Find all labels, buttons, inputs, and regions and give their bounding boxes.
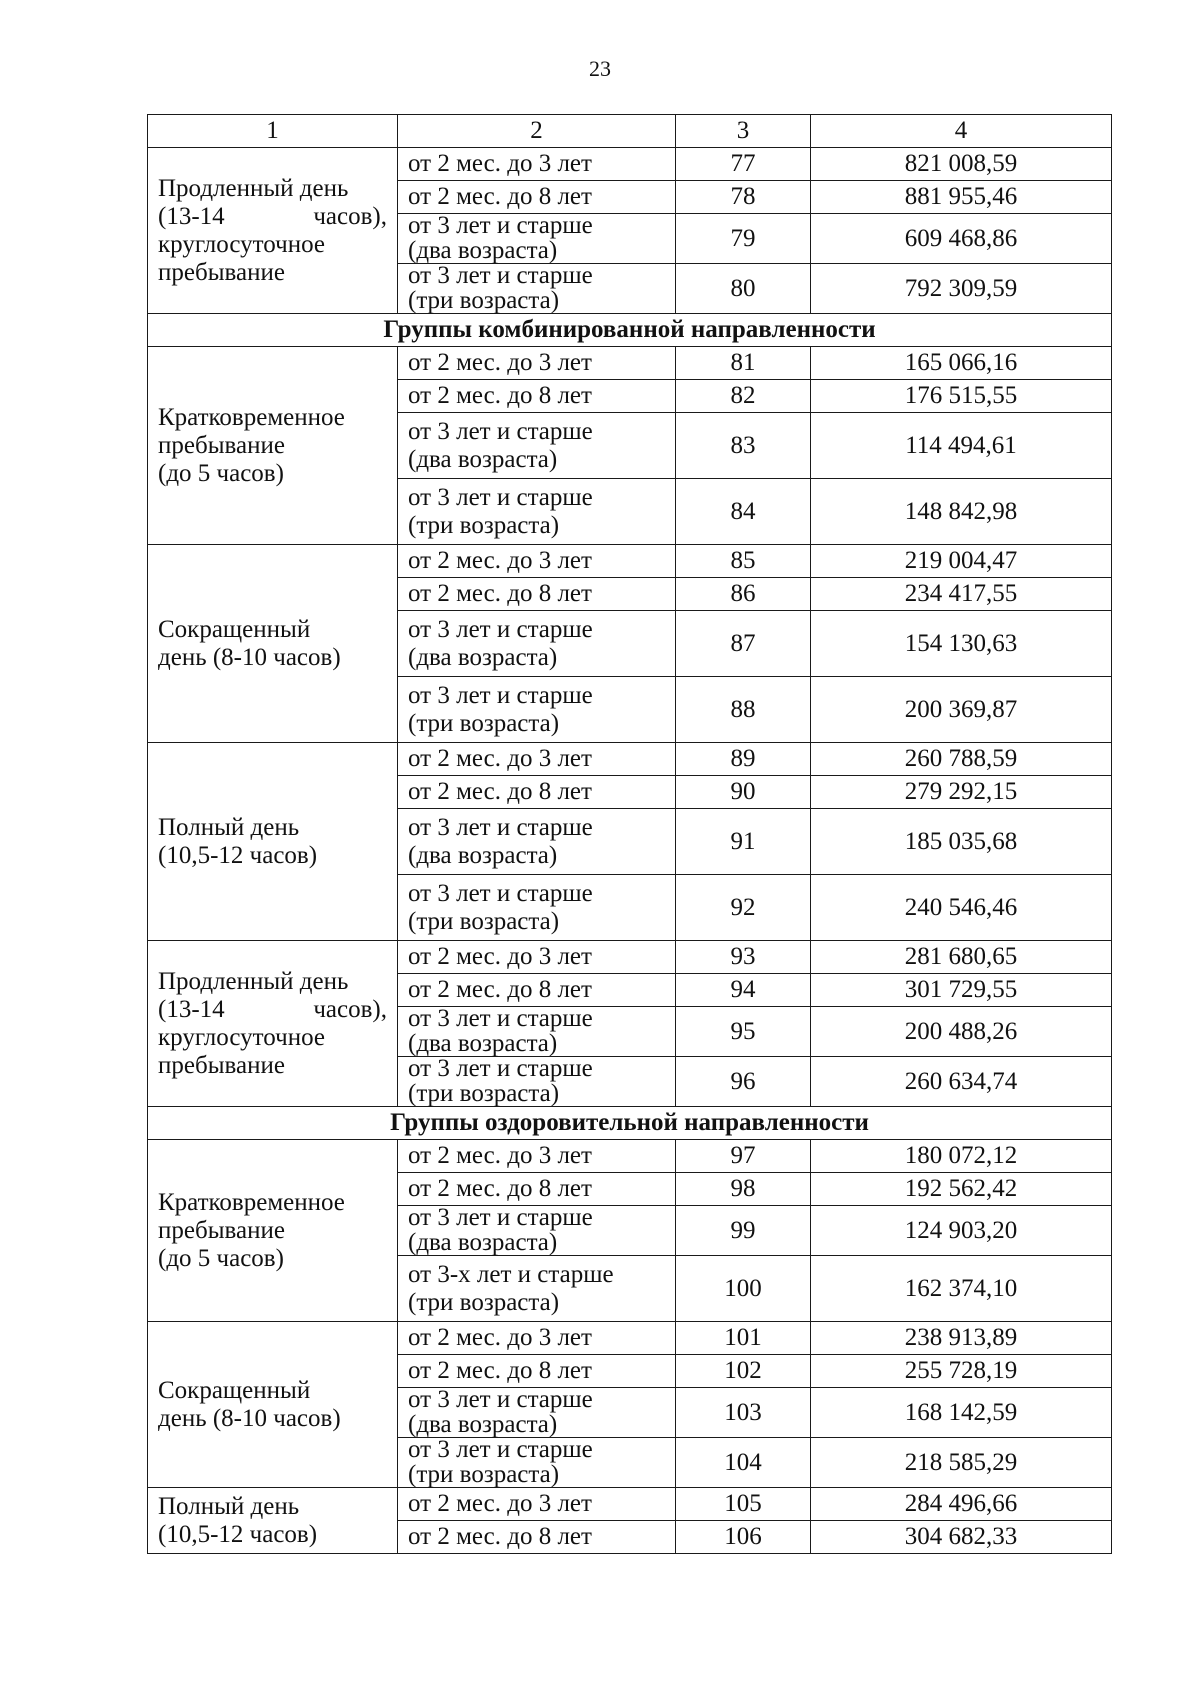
- table-row: [148, 347, 1112, 380]
- number-cell: 90: [676, 776, 811, 809]
- table-row: [148, 743, 1112, 776]
- number-cell: 97: [676, 1140, 811, 1173]
- group-name-cell: [148, 545, 398, 743]
- age-line: от 3 лет и старше: [408, 1055, 593, 1082]
- age-line: (два возраста): [408, 236, 558, 264]
- age-line: (три возраста): [408, 1288, 560, 1316]
- table-row: [148, 1488, 1112, 1521]
- group-name-line: Продленный день: [158, 967, 349, 995]
- group-name-cell: [148, 1488, 398, 1554]
- group-name-line: (10,5-12 часов): [158, 1520, 318, 1548]
- age-cell: [398, 479, 676, 545]
- age-line: от 2 мес. до 8 лет: [408, 1523, 592, 1550]
- group-name-word: часов),: [313, 202, 387, 230]
- number-cell: 89: [676, 743, 811, 776]
- age-line: от 3 лет и старше: [408, 483, 593, 511]
- group-name-line: Полный день: [158, 1492, 300, 1520]
- value-cell: 609 468,86: [811, 214, 1112, 264]
- age-cell: [398, 1206, 676, 1256]
- column-header: 1: [148, 115, 398, 148]
- age-cell: [398, 809, 676, 875]
- group-name-cell: [148, 347, 398, 545]
- section-title: Группы комбинированной направленности: [148, 314, 1112, 347]
- group-name-line: Продленный день: [158, 174, 349, 202]
- group-name-cell: [148, 148, 398, 314]
- value-cell: 168 142,59: [811, 1388, 1112, 1438]
- value-cell: 180 072,12: [811, 1140, 1112, 1173]
- value-cell: 281 680,65: [811, 941, 1112, 974]
- column-header: 2: [398, 115, 676, 148]
- age-line: от 2 мес. до 8 лет: [408, 976, 592, 1003]
- age-line: от 2 мес. до 3 лет: [408, 1324, 592, 1351]
- number-cell: 95: [676, 1007, 811, 1057]
- age-line: (три возраста): [408, 286, 560, 314]
- age-line: от 3 лет и старше: [408, 1204, 593, 1231]
- age-line: (три возраста): [408, 907, 560, 935]
- age-cell: [398, 1355, 676, 1388]
- value-cell: 238 913,89: [811, 1322, 1112, 1355]
- age-cell: [398, 1173, 676, 1206]
- header-row: [148, 115, 1112, 148]
- age-line: от 2 мес. до 8 лет: [408, 183, 592, 210]
- age-line: (два возраста): [408, 1228, 558, 1256]
- age-cell: [398, 776, 676, 809]
- group-name-line: день (8-10 часов): [158, 643, 341, 671]
- number-cell: 79: [676, 214, 811, 264]
- section-title: Группы оздоровительной направленности: [148, 1107, 1112, 1140]
- number-cell: 81: [676, 347, 811, 380]
- number-cell: 87: [676, 611, 811, 677]
- age-line: от 2 мес. до 8 лет: [408, 580, 592, 607]
- value-cell: 255 728,19: [811, 1355, 1112, 1388]
- value-cell: 821 008,59: [811, 148, 1112, 181]
- age-cell: [398, 413, 676, 479]
- age-line: от 3 лет и старше: [408, 879, 593, 907]
- value-cell: 792 309,59: [811, 264, 1112, 314]
- number-cell: 85: [676, 545, 811, 578]
- age-line: (два возраста): [408, 445, 558, 473]
- column-header: 3: [676, 115, 811, 148]
- value-cell: 154 130,63: [811, 611, 1112, 677]
- age-line: (два возраста): [408, 841, 558, 869]
- age-line: от 2 мес. до 8 лет: [408, 778, 592, 805]
- age-cell: [398, 974, 676, 1007]
- number-cell: 83: [676, 413, 811, 479]
- age-cell: [398, 611, 676, 677]
- value-cell: 176 515,55: [811, 380, 1112, 413]
- group-name-line: Кратковременное: [158, 1188, 345, 1216]
- age-line: от 3 лет и старше: [408, 1386, 593, 1413]
- group-name-word: (13-14: [158, 995, 225, 1023]
- number-cell: 104: [676, 1438, 811, 1488]
- age-cell: [398, 1057, 676, 1107]
- group-name-line: Сокращенный: [158, 1376, 311, 1404]
- number-cell: 93: [676, 941, 811, 974]
- age-cell: [398, 181, 676, 214]
- group-name-line: Кратковременное: [158, 403, 345, 431]
- value-cell: 279 292,15: [811, 776, 1112, 809]
- age-line: (два возраста): [408, 643, 558, 671]
- value-cell: 219 004,47: [811, 545, 1112, 578]
- number-cell: 84: [676, 479, 811, 545]
- tariff-table: [147, 114, 1112, 1554]
- age-cell: [398, 941, 676, 974]
- value-cell: 124 903,20: [811, 1206, 1112, 1256]
- age-line: от 3 лет и старше: [408, 681, 593, 709]
- age-line: от 3-х лет и старше: [408, 1260, 614, 1288]
- group-name-line: день (8-10 часов): [158, 1404, 341, 1432]
- age-line: от 3 лет и старше: [408, 813, 593, 841]
- number-cell: 92: [676, 875, 811, 941]
- section-title-row: [148, 314, 1112, 347]
- number-cell: 77: [676, 148, 811, 181]
- value-cell: 260 634,74: [811, 1057, 1112, 1107]
- age-line: от 2 мес. до 3 лет: [408, 547, 592, 574]
- age-line: от 2 мес. до 8 лет: [408, 382, 592, 409]
- number-cell: 80: [676, 264, 811, 314]
- number-cell: 101: [676, 1322, 811, 1355]
- number-cell: 102: [676, 1355, 811, 1388]
- age-line: от 2 мес. до 3 лет: [408, 943, 592, 970]
- age-line: от 3 лет и старше: [408, 262, 593, 289]
- group-name-word: часов),: [313, 995, 387, 1023]
- age-line: от 3 лет и старше: [408, 615, 593, 643]
- age-cell: [398, 1007, 676, 1057]
- table-row: [148, 1140, 1112, 1173]
- age-cell: [398, 545, 676, 578]
- age-cell: [398, 1388, 676, 1438]
- group-name-line: пребывание: [158, 431, 285, 459]
- group-name-line: [158, 996, 387, 1024]
- value-cell: 301 729,55: [811, 974, 1112, 1007]
- age-cell: [398, 148, 676, 181]
- age-line: от 2 мес. до 3 лет: [408, 1490, 592, 1517]
- value-cell: 260 788,59: [811, 743, 1112, 776]
- age-cell: [398, 264, 676, 314]
- age-line: (три возраста): [408, 709, 560, 737]
- age-cell: [398, 1256, 676, 1322]
- table-row: [148, 941, 1112, 974]
- value-cell: 304 682,33: [811, 1521, 1112, 1554]
- age-line: от 2 мес. до 8 лет: [408, 1175, 592, 1202]
- group-name-line: (10,5-12 часов): [158, 841, 318, 869]
- group-name-word: (13-14: [158, 202, 225, 230]
- page-number: 23: [589, 56, 611, 81]
- number-cell: 86: [676, 578, 811, 611]
- age-line: (два возраста): [408, 1410, 558, 1438]
- table-body: [148, 115, 1112, 1554]
- age-cell: [398, 677, 676, 743]
- number-cell: 105: [676, 1488, 811, 1521]
- age-line: от 2 мес. до 3 лет: [408, 1142, 592, 1169]
- number-cell: 103: [676, 1388, 811, 1438]
- group-name-line: (до 5 часов): [158, 459, 284, 487]
- group-name-cell: [148, 941, 398, 1107]
- age-line: от 2 мес. до 3 лет: [408, 349, 592, 376]
- table-row: [148, 148, 1112, 181]
- value-cell: 218 585,29: [811, 1438, 1112, 1488]
- value-cell: 114 494,61: [811, 413, 1112, 479]
- value-cell: 192 562,42: [811, 1173, 1112, 1206]
- value-cell: 162 374,10: [811, 1256, 1112, 1322]
- number-cell: 96: [676, 1057, 811, 1107]
- value-cell: 200 369,87: [811, 677, 1112, 743]
- number-cell: 82: [676, 380, 811, 413]
- age-line: от 2 мес. до 3 лет: [408, 745, 592, 772]
- group-name-line: пребывание: [158, 258, 285, 286]
- age-cell: [398, 1322, 676, 1355]
- age-cell: [398, 875, 676, 941]
- group-name-line: пребывание: [158, 1216, 285, 1244]
- age-line: (три возраста): [408, 1079, 560, 1107]
- age-line: (три возраста): [408, 1460, 560, 1488]
- age-line: от 3 лет и старше: [408, 1005, 593, 1032]
- age-cell: [398, 1488, 676, 1521]
- group-name-line: круглосуточное: [158, 1023, 325, 1051]
- group-name-line: пребывание: [158, 1051, 285, 1079]
- number-cell: 99: [676, 1206, 811, 1256]
- number-cell: 98: [676, 1173, 811, 1206]
- age-line: от 3 лет и старше: [408, 417, 593, 445]
- age-line: (два возраста): [408, 1029, 558, 1057]
- number-cell: 88: [676, 677, 811, 743]
- group-name-line: (до 5 часов): [158, 1244, 284, 1272]
- age-line: от 3 лет и старше: [408, 1436, 593, 1463]
- age-line: от 2 мес. до 8 лет: [408, 1357, 592, 1384]
- age-cell: [398, 1438, 676, 1488]
- value-cell: 240 546,46: [811, 875, 1112, 941]
- table-row: [148, 1322, 1112, 1355]
- value-cell: 881 955,46: [811, 181, 1112, 214]
- age-cell: [398, 578, 676, 611]
- section-title-row: [148, 1107, 1112, 1140]
- table-row: [148, 545, 1112, 578]
- group-name-line: [158, 203, 387, 231]
- age-cell: [398, 743, 676, 776]
- group-name-cell: [148, 1322, 398, 1488]
- age-cell: [398, 214, 676, 264]
- value-cell: 234 417,55: [811, 578, 1112, 611]
- age-cell: [398, 1140, 676, 1173]
- number-cell: 106: [676, 1521, 811, 1554]
- column-header: 4: [811, 115, 1112, 148]
- group-name-cell: [148, 743, 398, 941]
- age-line: от 3 лет и старше: [408, 212, 593, 239]
- group-name-line: Полный день: [158, 813, 300, 841]
- group-name-line: Сокращенный: [158, 615, 311, 643]
- value-cell: 200 488,26: [811, 1007, 1112, 1057]
- value-cell: 185 035,68: [811, 809, 1112, 875]
- number-cell: 78: [676, 181, 811, 214]
- age-cell: [398, 347, 676, 380]
- age-line: от 2 мес. до 3 лет: [408, 150, 592, 177]
- number-cell: 94: [676, 974, 811, 1007]
- value-cell: 284 496,66: [811, 1488, 1112, 1521]
- group-name-line: круглосуточное: [158, 230, 325, 258]
- value-cell: 148 842,98: [811, 479, 1112, 545]
- value-cell: 165 066,16: [811, 347, 1112, 380]
- number-cell: 91: [676, 809, 811, 875]
- age-line: (три возраста): [408, 511, 560, 539]
- group-name-cell: [148, 1140, 398, 1322]
- number-cell: 100: [676, 1256, 811, 1322]
- age-cell: [398, 1521, 676, 1554]
- age-cell: [398, 380, 676, 413]
